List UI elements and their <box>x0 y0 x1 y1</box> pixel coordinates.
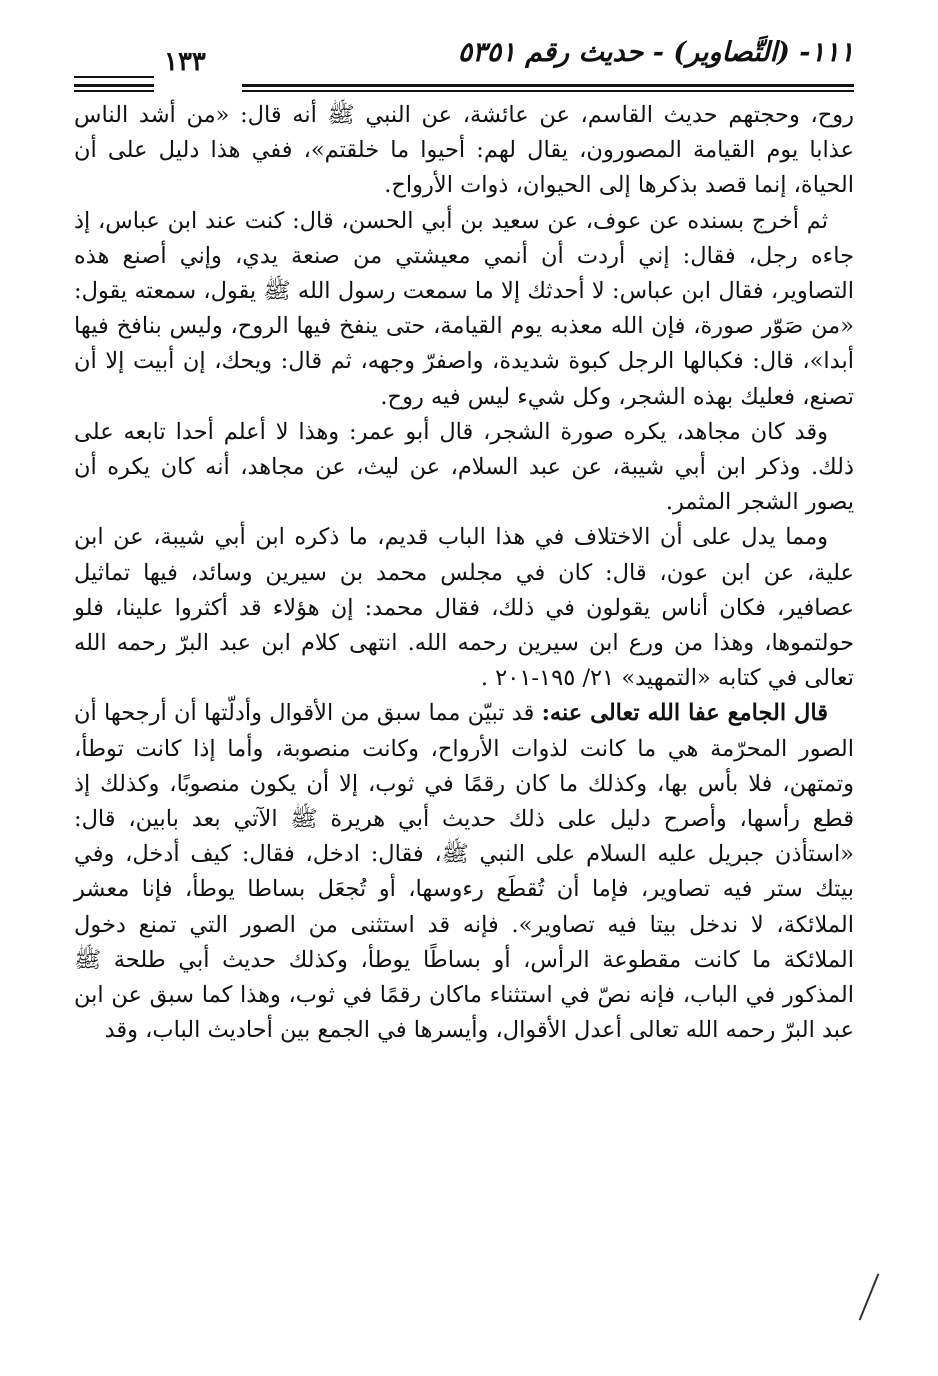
page-number-rule <box>74 84 154 92</box>
scan-mark <box>859 1273 880 1320</box>
compiler-remark-lead: قال الجامع عفا الله تعالى عنه: <box>541 700 828 727</box>
paragraph: وقد كان مجاهد، يكره صورة الشجر، قال أبو عمر: وهذا لا أعلم أحدا تابعه على ذلك. وذكر ابن أبي شيبة، عن عبد السلام، عن ليث، عن مجاهد، أنه كان يكره أن يصور الشجر المثمر. <box>74 418 854 516</box>
page-number-rule-top <box>74 76 154 78</box>
header-rule <box>242 84 854 92</box>
paragraph: روح، وحجتهم حديث القاسم، عن عائشة، عن النبي ﷺ أنه قال: «من أشد الناس عذابا يوم القيامة المصورون، يقال لهم: أحيوا ما خلقتم»، ففي هذا دليل على أن الحياة، إنما قصد بذكرها إلى الحيوان، ذوات الأرواح. <box>74 102 854 199</box>
page-number: ١٣٣ <box>164 47 206 77</box>
running-title: ١١١- (التَّصاوير) - حديث رقم ٥٣٥١ <box>457 36 854 68</box>
paragraph: قال الجامع عفا الله تعالى عنه: قد تبيّن مما سبق من الأقوال وأدلّتها أن أرجحها أن الصور المحرّمة هي ما كانت لذوات الأرواح، وكانت منصوبة، وأما إذا كانت توطأ، وتمتهن، فلا بأس بها، وكذلك ما كان رقمًا في ثوب، إلا أن يكون منصوبًا، وكذلك إذ قطع رأسها، وأصرح دليل على ذلك حديث أبي هريرة ﷺ الآتي بعد بابين، قال: «استأذن جبريل عليه السلام على النبي ﷺ، فقال: ادخل، فقال: كيف أدخل، وفي بيتك ستر فيه تصاوير، فإما أن تُقطَع رءوسها، أو تُجعَل بساطا يوطأ، فإنا معشر الملائكة، لا ندخل بيتا فيه تصاوير». فإنه قد استثنى من الصور التي تمنع دخول الملائكة ما كانت مقطوعة الرأس، أو بساطًا يوطأ، وكذلك حديث أبي طلحة ﷺ المذكور في الباب، فإنه نصّ في استثناء ماكان رقمًا في ثوب، وهذا كما سبق عن ابن عبد البرّ رحمه الله تعالى أعدل الأقوال، وأيسرها في الجمع بين أحاديث الباب، وقد <box>74 700 854 1044</box>
book-page <box>74 34 854 1334</box>
paragraph: ثم أخرج بسنده عن عوف، عن سعيد بن أبي الحسن، قال: كنت عند ابن عباس، إذ جاءه رجل، فقال: إني أردت أن أنمي معيشتي من صنعة يدي، وإني أصنع هذه التصاوير، فقال ابن عباس: لا أحدثك إلا ما سمعت رسول الله ﷺ يقول، سمعته يقول: «من صَوّر صورة، فإن الله معذبه يوم القيامة، حتى ينفخ فيها الروح، وليس بنافخ فيها أبدا»، قال: فكبالها الرجل كبوة شديدة، واصفرّ وجهه، ثم قال: ويحك، إن أبيت إلا أن تصنع، فعليك بهذه الشجر، وكل شيء ليس فيه روح. <box>74 207 854 410</box>
page-header <box>74 34 854 78</box>
main-text <box>74 98 854 1048</box>
paragraph: ومما يدل على أن الاختلاف في هذا الباب قديم، ما ذكره ابن أبي شيبة، عن ابن علية، عن ابن عون، قال: كان في مجلس محمد بن سيرين وسائد، فيها تماثيل عصافير، فكان أناس يقولون في ذلك، فقال محمد: إن هؤلاء قد أكثروا علينا، فلو حولتموها، وهذا من ورع ابن سيرين رحمه الله. انتهى كلام ابن عبد البرّ رحمه الله تعالى في كتابه «التمهيد» ٢١/ ١٩٥-٢٠١ . <box>74 524 854 692</box>
